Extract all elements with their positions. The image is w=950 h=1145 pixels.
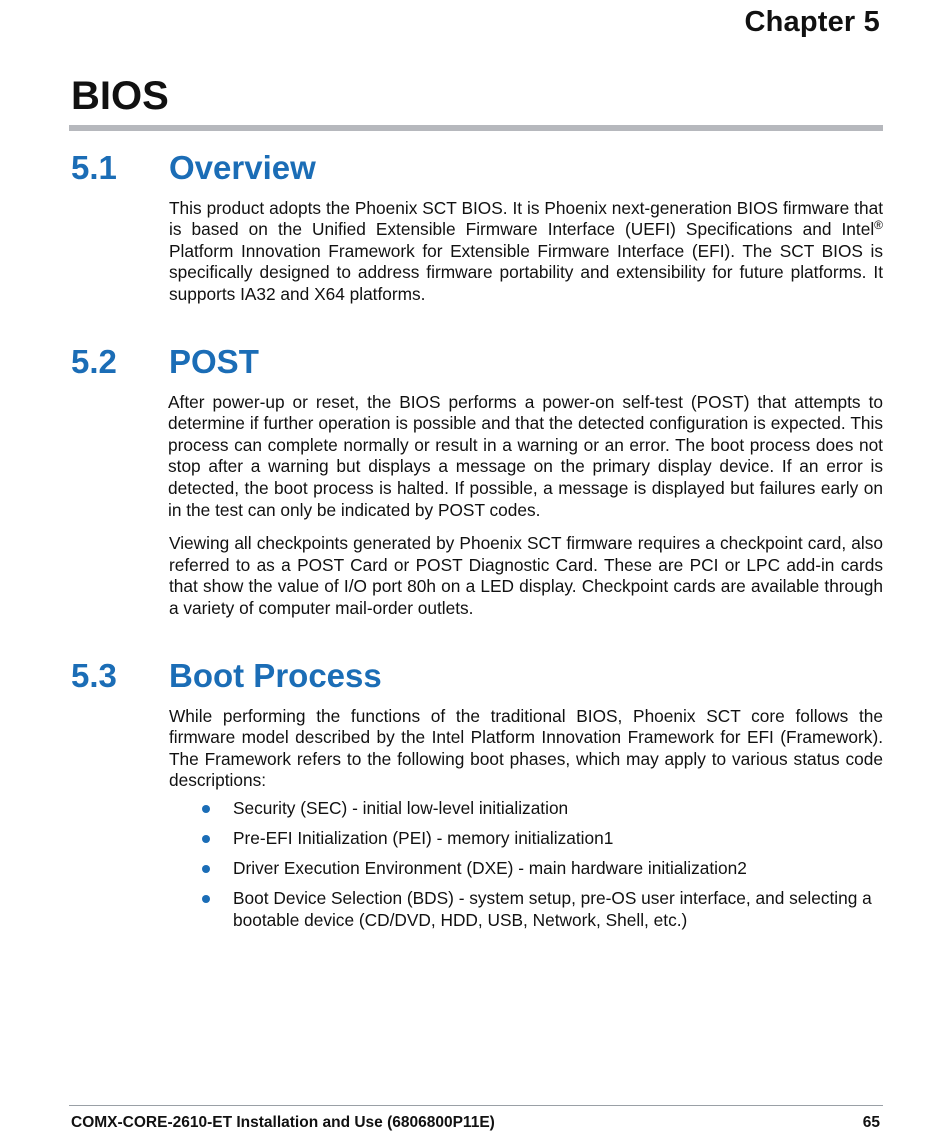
registered-mark: ® (874, 218, 883, 233)
footer-page-number: 65 (862, 1114, 880, 1131)
paragraph: While performing the functions of the traditional BIOS, Phoenix SCT core follows the firmware model described by the Intel Platform Innovation Framework for EFI (Framework). The Framework refers to the following boot phases, which may apply to various status code descriptions: (169, 705, 883, 791)
section-title: Boot Process (169, 657, 382, 694)
bullet-icon (202, 835, 210, 843)
section-number: 5.2 (71, 343, 117, 380)
title-rule (69, 125, 883, 131)
footer-rule (69, 1105, 883, 1106)
section-body (169, 198, 883, 306)
section-number: 5.3 (71, 657, 117, 694)
section-body (169, 392, 883, 620)
paragraph: Viewing all checkpoints generated by Phoenix SCT firmware requires a checkpoint card, also referred to as a POST Card or POST Diagnostic Card. These are PCI or LPC add-in cards that show the value of I/O port 80h on a LED display. Checkpoint cards are available through a variety of computer mail-order outlets. (169, 533, 883, 618)
paragraph (169, 198, 883, 306)
paragraph-text: Platform Innovation Framework for Extensible Firmware Interface (EFI). The SCT BIOS is specifically designed to address firmware portability and extensibility for future platforms. It supports IA32 and X64 platforms. (169, 240, 883, 304)
list-item-text: Security (SEC) - initial low-level initialization (233, 797, 569, 818)
list-item (169, 858, 883, 880)
list-item (169, 798, 883, 820)
section-overview (71, 148, 883, 318)
bullet-icon (202, 805, 210, 813)
paragraph: After power-up or reset, the BIOS performs a power-on self-test (POST) that attempts to determine if further operation is possible and that the detected configuration is expected. This process can complete normally or result in a warning or an error. The boot process does not stop after a warning but displays a message on the primary display device. If an error is detected, the boot process is halted. If possible, a message is displayed but failures early on in the test can only be indicated by POST codes. (168, 391, 883, 520)
list-item-text: Pre-EFI Initialization (PEI) - memory initialization1 (233, 828, 614, 849)
boot-phase-list (169, 798, 883, 931)
section-heading (71, 148, 883, 188)
section-heading (71, 342, 883, 382)
bullet-icon (202, 895, 210, 903)
section-title: POST (169, 343, 259, 380)
section-number: 5.1 (71, 149, 117, 186)
list-item (169, 888, 883, 931)
chapter-title: BIOS (71, 74, 169, 118)
section-heading (71, 656, 883, 696)
list-item (169, 828, 883, 850)
list-item-text: Driver Execution Environment (DXE) - main hardware initialization2 (233, 858, 747, 879)
paragraph-text: This product adopts the Phoenix SCT BIOS. It is Phoenix next-generation BIOS firmware that is based on the Unified Extensible Firmware Interface (UEFI) Specifications and Intel (169, 197, 883, 240)
footer-document-title: COMX-CORE-2610-ET Installation and Use (6806800P11E) (71, 1114, 495, 1131)
bullet-icon (202, 865, 210, 873)
section-body (169, 706, 883, 932)
section-title: Overview (169, 149, 316, 186)
section-post (71, 342, 883, 632)
chapter-label: Chapter 5 (744, 6, 880, 38)
section-boot-process (71, 656, 883, 940)
list-item-text: Boot Device Selection (BDS) - system setup, pre-OS user interface, and selecting a bootable device (CD/DVD, HDD, USB, Network, Shell, etc.) (233, 888, 872, 930)
